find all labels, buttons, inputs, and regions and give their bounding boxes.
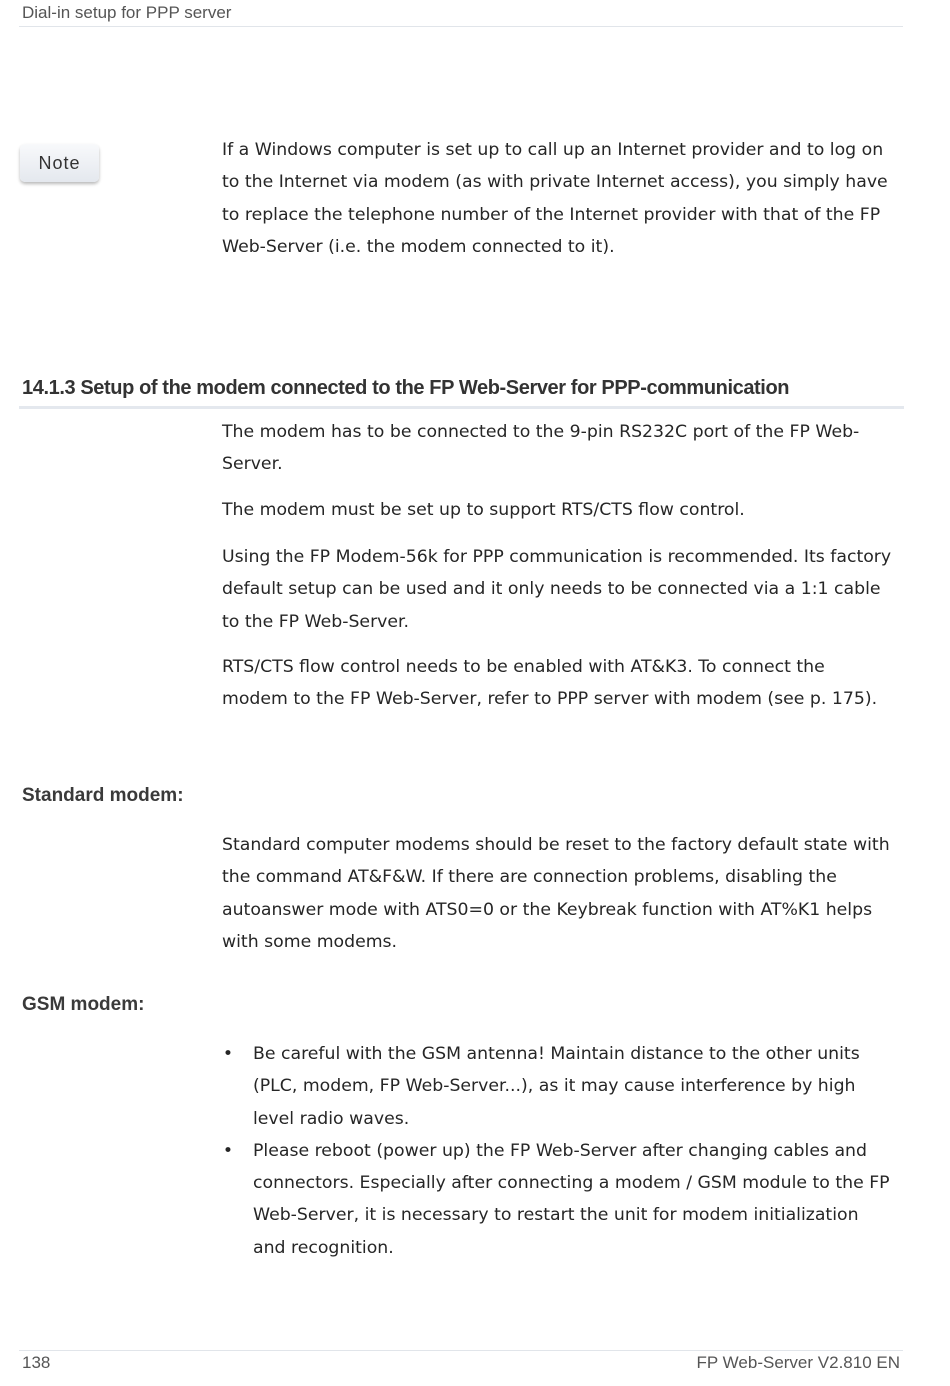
gsm-modem-heading: GSM modem: [22, 994, 145, 1015]
bullet-text: Be careful with the GSM antenna! Maintain distance to the other units (PLC, modem, FP Web-Server...), as it may cause interference by high level radio waves. [253, 1044, 860, 1129]
paragraph-modem-port: The modem has to be connected to the 9-pin RS232C port of the FP Web-Server. [222, 422, 860, 475]
list-item [222, 1038, 894, 1135]
note-label: Note [20, 144, 99, 182]
bullet-icon: • [222, 1044, 234, 1064]
footer-divider [19, 1350, 903, 1351]
standard-modem-text: Standard computer modems should be reset to the factory default state with the command AT&F&W. If there are connection problems, disabling the autoanswer mode with ATS0=0 or the Keybreak function with AT%K1 helps with some modems. [222, 835, 890, 952]
gsm-bullet-list [222, 1038, 894, 1264]
standard-modem-heading: Standard modem: [22, 785, 184, 806]
section-divider [19, 406, 904, 409]
footer-product: FP Web-Server V2.810 EN [696, 1353, 900, 1372]
bullet-icon: • [222, 1140, 234, 1161]
paragraph-rts-cts: RTS/CTS flow control needs to be enabled with AT&K3. To connect the modem to the FP Web-Server, refer to PPP server with modem (see p. 175). [222, 657, 878, 710]
section-heading: 14.1.3 Setup of the modem connected to the FP Web-Server for PPP-communication [22, 377, 790, 399]
page-number: 138 [22, 1353, 51, 1372]
header-divider [19, 26, 903, 27]
bullet-text: Please reboot (power up) the FP Web-Server after changing cables and connectors. Especially after connecting a modem / GSM module to the FP Web-Server, it is necessary to restart the unit for modem initialization and recognition. [253, 1140, 890, 1258]
paragraph-fp-modem: Using the FP Modem-56k for PPP communication is recommended. Its factory default setup can be used and it only needs to be connected via a 1:1 cable to the FP Web-Server. [222, 547, 892, 632]
list-item [222, 1135, 894, 1264]
paragraph-flow-control: The modem must be set up to support RTS/CTS flow control. [222, 500, 745, 520]
note-text: If a Windows computer is set up to call up an Internet provider and to log on to the Internet via modem (as with private Internet access), you simply have to replace the telephone number of the Internet provider with that of the FP Web-Server (i.e. the modem connected to it). [222, 140, 888, 257]
running-header: Dial-in setup for PPP server [22, 3, 232, 22]
